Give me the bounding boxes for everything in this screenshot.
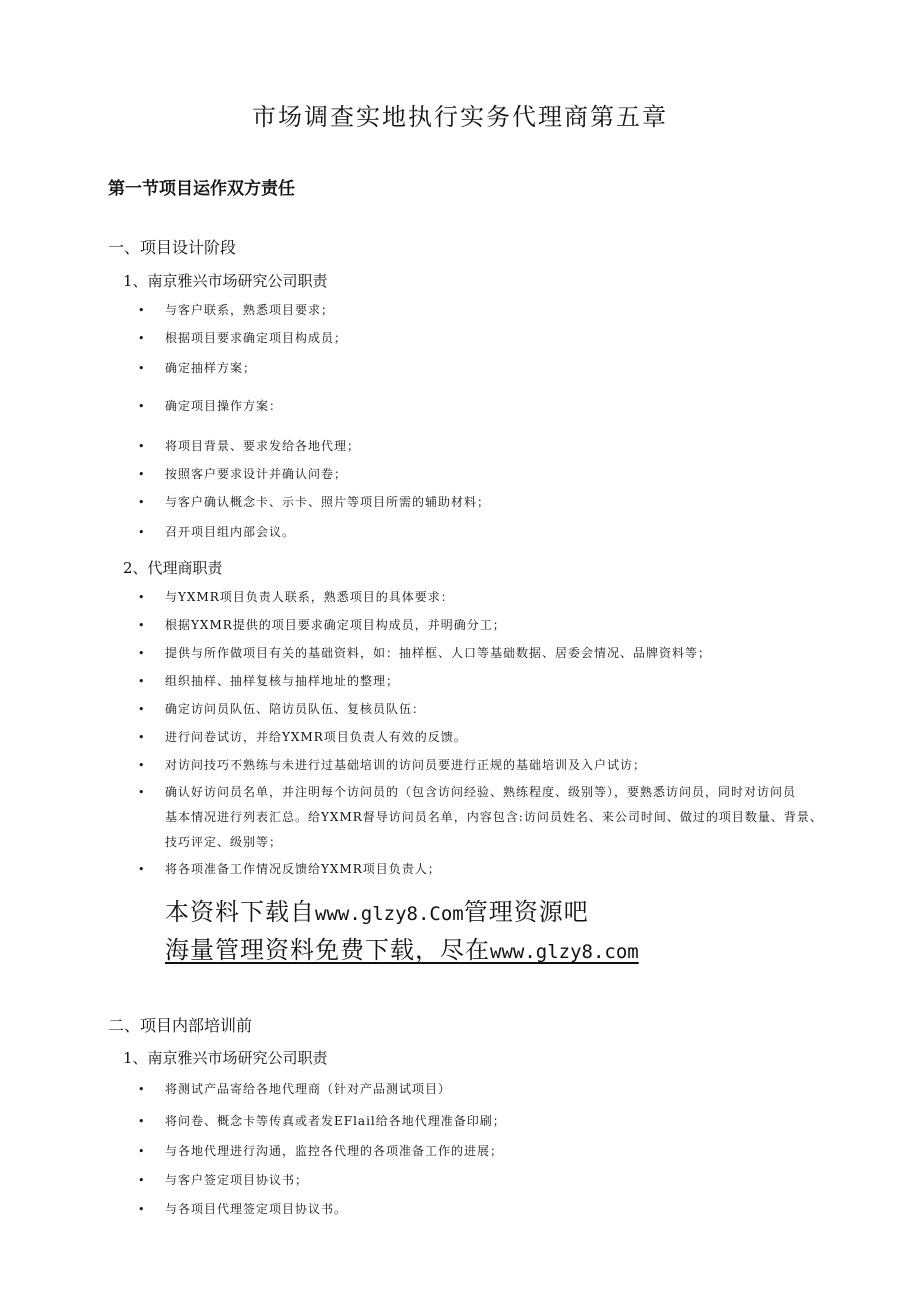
list-item [138, 436, 360, 457]
list-item [138, 1079, 451, 1100]
list-item-line: 技巧评定、级别等； [165, 835, 283, 849]
list-item-text: 根据YXMR提供的项目要求确定项目构成员，并明确分工； [165, 618, 506, 632]
list-item [138, 464, 347, 485]
list-item-text: 根据项目要求确定项目构成员； [165, 331, 348, 345]
promo-url: www.glzy8.Com [315, 903, 464, 925]
bullet-icon: • [138, 332, 145, 345]
list-item-text: 与客户签定项目协议书； [165, 1173, 309, 1187]
list-item-text: 将项目背景、要求发给各地代理； [165, 439, 361, 453]
promo-url: www.glzy8.com [490, 941, 639, 963]
document-title: 市场调查实地执行实务代理商第五章 [252, 103, 668, 131]
list-item [138, 328, 347, 349]
bullet-icon: • [138, 703, 145, 716]
stage1-agent-label: 2、代理商职责 [123, 559, 223, 577]
list-item [138, 522, 295, 543]
bullet-icon: • [138, 1174, 145, 1187]
bullet-icon: • [138, 759, 145, 772]
bullet-icon: • [138, 1083, 145, 1096]
list-item-text: 确定抽样方案； [165, 361, 257, 375]
list-item [138, 300, 334, 321]
stage1-company-label: 1、南京雅兴市场研究公司职责 [123, 272, 328, 290]
list-item-text [165, 780, 823, 855]
list-item [138, 643, 711, 664]
bullet-icon: • [138, 496, 145, 509]
bullet-icon: • [138, 304, 145, 317]
list-item [138, 859, 441, 880]
bullet-icon: • [138, 675, 145, 688]
stage2-company-label: 1、南京雅兴市场研究公司职责 [123, 1049, 328, 1067]
list-item-text: 与各地代理进行沟通，监控各代理的各项准备工作的进展； [165, 1144, 504, 1158]
bullet-icon: • [138, 362, 145, 375]
list-item [138, 1141, 503, 1162]
section-heading: 第一节项目运作双方责任 [108, 179, 295, 199]
list-item-text: 将测试产品寄给各地代理商（针对产品测试项目） [165, 1082, 452, 1096]
list-item [138, 755, 646, 776]
list-item-text: 与客户确认概念卡、示卡、照片等项目所需的辅助材料； [165, 495, 491, 509]
list-item [138, 671, 399, 692]
stage2-heading: 二、项目内部培训前 [108, 1016, 253, 1035]
bullet-icon: • [138, 863, 145, 876]
list-item [138, 358, 256, 379]
bullet-icon: • [138, 526, 145, 539]
list-item-text: 确定项目操作方案： [165, 399, 283, 413]
bullet-icon: • [138, 591, 145, 604]
promo-text: 海量管理资料免费下载，尽在 [165, 936, 490, 964]
list-item-text: 将各项准备工作情况反馈给YXMR项目负责人； [165, 862, 441, 876]
bullet-icon: • [138, 400, 145, 413]
bullet-icon: • [138, 1145, 145, 1158]
promo-line-2 [165, 934, 639, 968]
promo-line-1 [165, 896, 589, 930]
list-item-text: 提供与所作做项目有关的基础资料，如：抽样框、人口等基础数据、居委会情况、品牌资料等； [165, 646, 712, 660]
bullet-icon: • [138, 1115, 145, 1128]
list-item-text: 与各项目代理签定项目协议书。 [165, 1202, 348, 1216]
stage1-heading: 一、项目设计阶段 [108, 238, 237, 257]
list-item [138, 1199, 347, 1220]
promo-text: 本资料下载自 [165, 898, 315, 926]
list-item-text: 召开项目组内部会议。 [165, 525, 296, 539]
list-item-line: 基本情况进行列表汇总。给YXMR督导访问员名单，内容包含:访问员姓名、来公司时间、做过的项目数量、背景、 [165, 810, 823, 824]
bullet-icon: • [138, 1203, 145, 1216]
promo-text: 管理资源吧 [463, 898, 589, 926]
list-item [138, 587, 454, 608]
bullet-icon: • [138, 440, 145, 453]
list-item [138, 699, 425, 720]
list-item-text: 与YXMR项目负责人联系，熟悉项目的具体要求： [165, 590, 454, 604]
list-item-text: 与客户联系，熟悉项目要求； [165, 303, 335, 317]
list-item-line: 确认好访问员名单，并注明每个访问员的（包含访问经验、熟练程度、级别等），要熟悉访问员，同时对访问员 [165, 785, 797, 799]
list-item [138, 396, 282, 417]
list-item-text: 组织抽样、抽样复核与抽样地址的整理； [165, 674, 400, 688]
list-item-text: 按照客户要求设计并确认问卷； [165, 467, 348, 481]
bullet-icon: • [138, 786, 145, 799]
bullet-icon: • [138, 619, 145, 632]
list-item-text: 进行问卷试访，并给YXMR项目负责人有效的反馈。 [165, 730, 467, 744]
list-item [138, 1111, 506, 1132]
list-item-text: 对访问技巧不熟练与未进行过基础培训的访问员要进行正规的基础培训及入户试访； [165, 758, 647, 772]
list-item-text: 确定访问员队伍、陪访员队伍、复核员队伍： [165, 702, 426, 716]
list-item [138, 492, 490, 513]
list-item-text: 将问卷、概念卡等传真或者发EFlail给各地代理准备印刷； [165, 1114, 506, 1128]
list-item [138, 727, 467, 748]
list-item [138, 1170, 308, 1191]
list-item [138, 780, 823, 855]
list-item [138, 615, 506, 636]
bullet-icon: • [138, 468, 145, 481]
bullet-icon: • [138, 647, 145, 660]
bullet-icon: • [138, 731, 145, 744]
